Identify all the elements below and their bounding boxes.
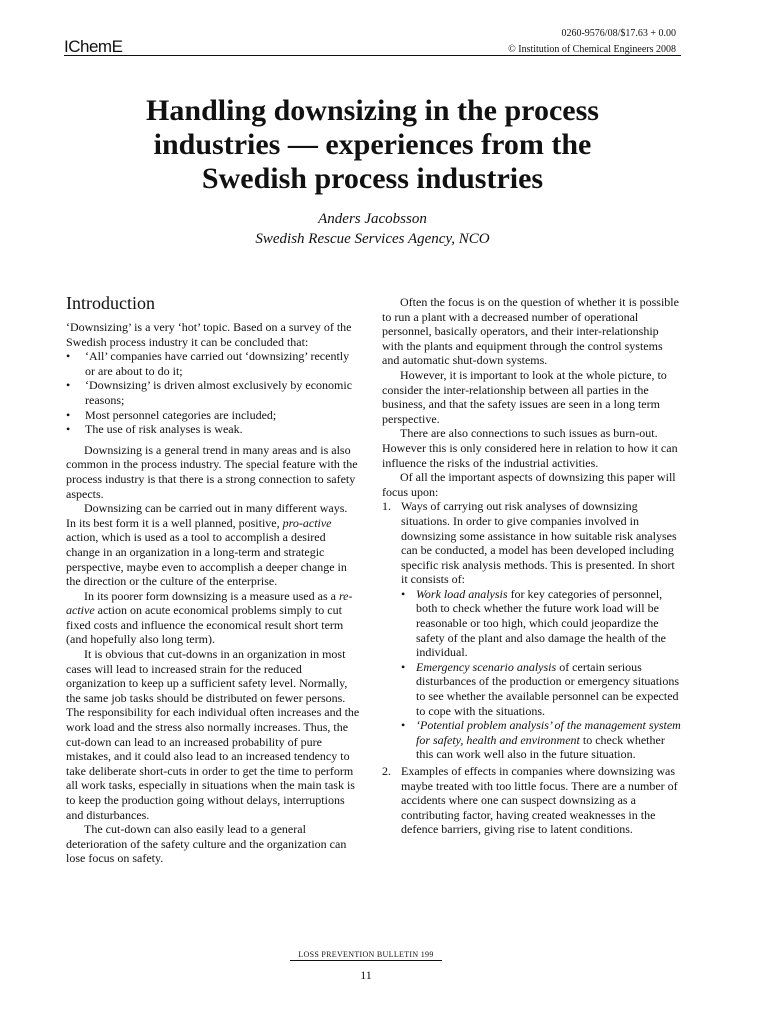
body-paragraph: It is obvious that cut-downs in an organization in most cases will lead to increased strain for the reduced organization to keep up a sufficient safety level. Normally, the same job tasks should be distributed on fewer persons. The responsibility for each individual often increases and the work load and the stress also normally increases. Thus, the cut-down can lead to an increased probability of pure mistakes, and it could also lead to an increased tendency to take deliberate short-cuts in order to get the time to perform all work tasks, especially in situations when the main task is to keep the production going without delays, interruptions and disturbances. [66, 647, 360, 822]
focus-list [382, 499, 682, 837]
bullet-mark: • [401, 586, 406, 601]
list-item: • The use of risk analyses is weak. [66, 422, 243, 437]
list-item: 2. Examples of effects in companies where downsizing was maybe treated with too little focus. There are a number of accidents where one can suspect downsizing as a contributing factor, having created weaknesses in the defence barriers, giving rise to latent conditions. [382, 764, 678, 837]
list-item: • ‘Downsizing’ is driven almost exclusively by economic reasons; [66, 378, 353, 407]
article-title [64, 94, 681, 196]
bullet-mark: • [66, 407, 71, 422]
body-paragraph: In its poorer form downsizing is a measure used as a re-active action on acute economical problems simply to cut fixed costs and influence the economical result short term (and hopefully also long term). [66, 588, 353, 647]
body-paragraph: Downsizing can be carried out in many different ways. In its best form it is a well planned, positive, pro-active action, which is used as a tool to accomplish a desired change in an organization in a long-term and strategic perspective, maybe even to accomplish a deeper change in the direction or the culture of the enterprise. [66, 501, 348, 589]
author-affiliation: Swedish Rescue Services Agency, NCO [255, 231, 490, 247]
bulletin-name: LOSS PREVENTION BULLETIN 199 [298, 950, 434, 959]
bullet-mark: • [66, 349, 71, 364]
body-paragraph: However, it is important to look at the whole picture, to consider the inter-relationship between all parties in the business, and that the safety issues are seen in a long term perspective. [382, 367, 667, 426]
body-paragraph: Often the focus is on the question of whether it is possible to run a plant with a decreased number of operational personnel, basically operators, and their inter-relationship with the plants and equipment through the control systems and automatic shut-down systems. [382, 295, 679, 368]
copyright-notice: © Institution of Chemical Engineers 2008 [508, 43, 676, 55]
bullet-mark: • [401, 659, 406, 674]
title-line-2: industries — experiences from the [153, 128, 592, 161]
body-paragraph: There are also connections to such issues as burn-out. However this is only considered here in relation to how it can influence the risks of the industrial activities. [382, 426, 678, 470]
price-code: 0260-9576/08/$17.63 + 0.00 [561, 28, 676, 39]
list-item: • Work load analysis for key categories of personnel, both to check whether the future work load will be reasonable or too high, which could jeopardize the safety of the plant and also damage the health of the individual. [401, 586, 666, 660]
survey-findings-list [66, 349, 360, 437]
icheme-logo: IChemE [64, 37, 123, 56]
bullet-mark: • [401, 718, 406, 733]
bullet-mark: • [66, 422, 71, 437]
author-name: Anders Jacobsson [318, 211, 427, 227]
list-number: 1. [382, 499, 391, 514]
body-paragraph: The cut-down can also easily lead to a general deterioration of the safety culture and the organization can lose focus on safety. [66, 822, 347, 866]
bullet-mark: • [66, 378, 71, 393]
list-item: • ‘All’ companies have carried out ‘downsizing’ recently or are about to do it; [66, 349, 350, 378]
header-divider [64, 55, 681, 56]
journal-header-info [508, 26, 676, 57]
analysis-methods-list [401, 587, 682, 762]
title-line-3: Swedish process industries [201, 162, 544, 195]
page-number: 11 [360, 968, 372, 982]
right-column [382, 295, 682, 837]
list-item: 1. Ways of carrying out risk analyses of downsizing situations. In order to give companies involved in downsizing some assistance in how suitable risk analyses can be conducted, a model has been developed including specific risk analysis methods. This is presented. In short it consists of: • Work load analysis for key categories of personnel, both to check whether the future work load will be reasonable or too high, which could jeopardize the safety of the plant and also damage the health of the individual. • Emergency scenario analysis of certain serious disturbances of the production or emergency situations to see whether the available personnel can be expected to cope with the situations. • ‘Potential problem analysis’ of the management system for safety, health and environment to check whether this can work well also in the future situation. [382, 499, 681, 762]
list-number: 2. [382, 764, 391, 778]
list-item: • Emergency scenario analysis of certain serious disturbances of the production or emergency situations to see whether the available personnel can be expected to cope with the situations. [401, 659, 680, 718]
left-column [66, 292, 360, 866]
intro-paragraph: ‘Downsizing’ is a very ‘hot’ topic. Based on a survey of the Swedish process industry it can be concluded that: [66, 320, 352, 349]
list-item: • Most personnel categories are included; [66, 407, 277, 422]
body-paragraph: Downsizing is a general trend in many areas and is also common in the process industry. The special feature with the process industry is that there is a strong connection to safety aspects. [66, 442, 358, 501]
section-heading-introduction: Introduction [66, 293, 155, 313]
title-line-1: Handling downsizing in the process [146, 94, 599, 127]
footer-divider [290, 960, 442, 961]
body-paragraph: Of all the important aspects of downsizing this paper will focus upon: [382, 470, 676, 499]
list-item: • ‘Potential problem analysis’ of the management system for safety, health and environment to check whether this can work well also in the future situation. [401, 718, 681, 762]
